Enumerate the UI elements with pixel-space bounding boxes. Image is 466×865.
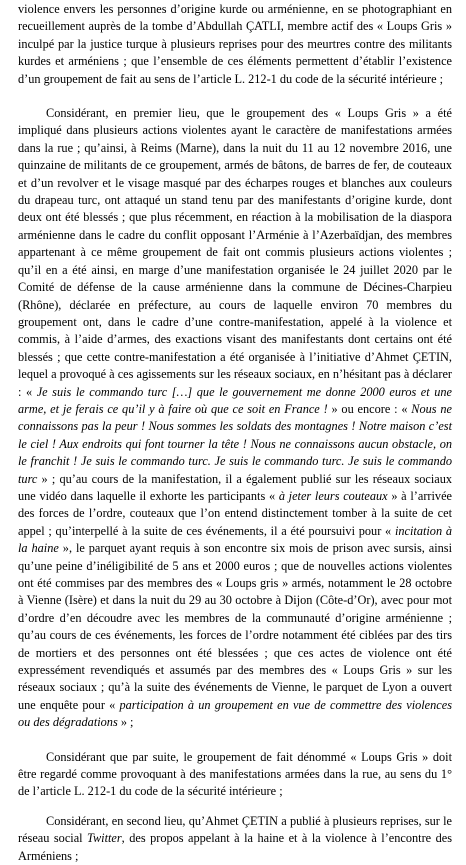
text-run: , des propos appelant à la haine et à la violence à l’encontre des Arméniens ; xyxy=(18,831,452,863)
italic-quote: Nous ne connaissons pas la peur ! Nous sommes les soldats des montagnes ! Notre maison c’est le ciel ! Aux endroits qui font tourner la tête ! Nous ne connaissons aucun obstacle, on le franchit ! Je suis le commando turc. Je suis le commando turc. Je suis le commando turc xyxy=(18,401,452,486)
text-run: Considérant, en premier lieu, que le groupement des « Loups Gris » a été impliqué dans plusieurs actions violentes ayant le caractère de manifestations armées dans la rue ; qu’ainsi, à Reims (Marne), dans la nuit du 11 au 12 novembre 2016, une quinzaine de militants de ce groupement, armés de bâtons, de barres de fer, de couteaux et d’un revolver et le visage masqué par des écharpes rouges et blanches aux couleurs du drapeau turc, ont attaqué un stand tenu par des manifestants d’origine kurde, dont deux ont été blessés ; que plus récemment, en réaction à la mobilisation de la diaspora arménienne dans le cadre du conflit opposant l’Arménie à l’Azerbaïdjan, des membres appartenant à ce même groupement de fait ont commis plusieurs actions violentes ; qu’il en a été ainsi, en marge d’une manifestation organisée le 24 juillet 2020 par le Comité de défense de la cause arménienne dans la commune de Décines-Charpieu (Rhône), déclarée en préfecture, au cours de laquelle environ 70 membres du groupement ont, dans le cadre d’une contre-manifestation, appelé à la violence et commis, à l’aide d’armes, des exactions visant des manifestants dont certains ont été blessés ; que cette contre-manifestation a été organisée à l’initiative d’Ahmet ÇETIN, lequel a provoqué à ces agissements sur les réseaux sociaux, en n’hésitant pas à déclarer : « xyxy=(18,106,452,399)
text-run: » à l’arrivée des forces de l’ordre, couteaux que l’on entend distinctement tomber à la suite de cet appel ; qu’interpellé à la suite de ces événements, il a été poursuivi pour « xyxy=(18,488,452,538)
paragraph-spacer xyxy=(18,732,452,749)
text-run: » ; qu’au cours de la manifestation, il a également publié sur les réseaux sociaux une vidéo dans laquelle il exhorte les participants « xyxy=(18,471,452,503)
italic-quote: Twitter xyxy=(87,831,122,846)
paragraph-second-ground xyxy=(18,813,452,865)
paragraph-conclusion xyxy=(18,749,452,801)
italic-quote: Je suis le commando turc […] que le gouvernement me donne 2000 euros et une arme, et je ferais ce qu’il y à faire où que ce soit en France ! xyxy=(18,384,452,416)
text-run: Considérant, en second lieu, qu’Ahmet ÇETIN a publié à plusieurs reprises, sur le réseau social xyxy=(18,813,452,846)
italic-quote: à jeter leurs couteaux xyxy=(278,488,388,503)
paragraph-spacer xyxy=(18,801,452,813)
paragraph-first-ground xyxy=(18,105,452,732)
text-run: violence envers les personnes d’origine kurde ou arménienne, en se photographiant en recueillement auprès de la tombe d’Abdullah ÇATLI, membre actif des « Loups Gris » inculpé par la justice turque à plusieurs reprises pour des meurtres contre des militants kurdes et arméniens ; que l’ensemble de ces éléments permettent d’établir l’existence d’un groupement de fait au sens de l’article L. 212-1 du code de la sécurité intérieure ; xyxy=(18,2,452,86)
paragraph-intro xyxy=(18,1,452,88)
text-run: » ou encore : « xyxy=(327,401,412,416)
text-run: Considérant que par suite, le groupement de fait dénommé « Loups Gris » doit être regardé comme provoquant à des manifestations armées dans la rue, au sens du 1° de l’article L. 212-1 du code de la sécurité intérieure ; xyxy=(18,749,452,799)
italic-quote: incitation à la haine xyxy=(18,523,453,556)
text-run: » ; xyxy=(117,715,134,730)
text-run: », le parquet ayant requis à son encontre six mois de prison avec sursis, ainsi qu’une peine d’inéligibilité de 5 ans et 2000 euros ; que de nouvelles actions violentes ont été commises par des membres des « Loups gris » armés, notamment le 28 octobre à Vienne (Isère) et dans la nuit du 29 au 30 octobre à Dijon (Côte-d’Or), avec pour mot d’ordre d’en découdre avec les membres de la communauté d’origine arménienne ; qu’au cours de ces événements, les forces de l’ordre notamment été ciblées par des tirs de mortiers et des personnes ont été blessées ; que ces actes de violence ont été expressément revendiqués et assumés par des membres des « Loups Gris » sur les réseaux sociaux ; qu’à la suite des événements de Vienne, le parquet de Lyon a ouvert une enquête pour « xyxy=(18,541,452,712)
italic-quote: participation à un groupement en vue de commettre des violences ou des dégradations xyxy=(18,697,452,730)
paragraph-spacer xyxy=(18,88,452,105)
